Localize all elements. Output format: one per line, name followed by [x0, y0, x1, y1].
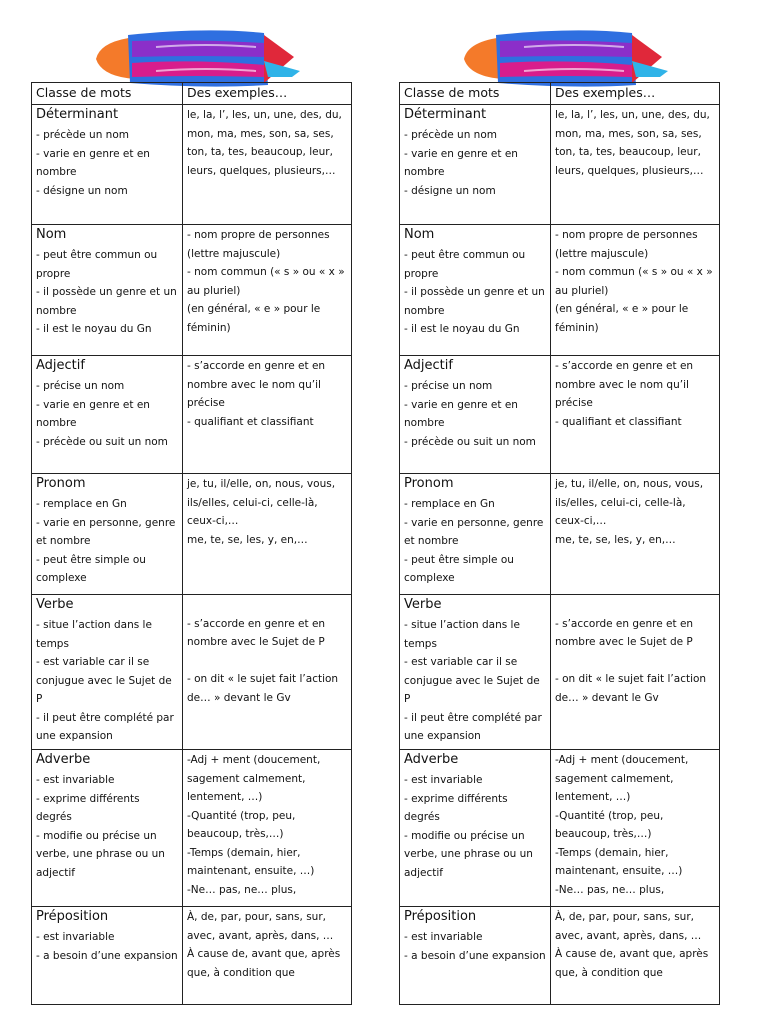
table-row [32, 356, 352, 474]
class-properties: - remplace en Gn - varie en personne, genre et nombre - peut être simple ou complexe [36, 498, 176, 584]
class-examples: -Adj + ment (doucement, sagement calmement, lentement, …) -Quantité (trop, peu, beaucoup, très,…) -Temps (demain, hier, maintenant, ensuite, …) -Ne… pas, ne… plus, [555, 754, 689, 896]
class-name: Pronom [36, 476, 86, 491]
class-properties: - précède un nom - varie en genre et en nombre - désigne un nom [404, 129, 518, 197]
class-properties: - remplace en Gn - varie en personne, genre et nombre - peut être simple ou complexe [404, 498, 544, 584]
class-examples: - s’accorde en genre et en nombre avec le Sujet de P - on dit « le sujet fait l’action de… » devant le Gv [187, 617, 339, 704]
table-row [32, 474, 352, 595]
table-row [400, 750, 720, 907]
table-row [400, 225, 720, 356]
pencil-decoration [96, 27, 306, 87]
class-properties: - précise un nom - varie en genre et en nombre - précède ou suit un nom [404, 380, 536, 448]
class-name: Adjectif [404, 358, 453, 373]
class-properties: - précède un nom - varie en genre et en nombre - désigne un nom [36, 129, 150, 197]
class-name: Nom [404, 227, 435, 242]
table-row [32, 595, 352, 750]
class-name: Adverbe [404, 752, 459, 767]
header-examples: Des exemples… [183, 83, 352, 105]
class-name: Nom [36, 227, 67, 242]
table-row [400, 474, 720, 595]
class-properties: - situe l’action dans le temps - est variable car il se conjugue avec le Sujet de P - il peut être complété par une expansion [36, 619, 174, 742]
class-name: Verbe [404, 597, 442, 612]
class-name: Adverbe [36, 752, 91, 767]
table-row [400, 105, 720, 225]
class-examples: À, de, par, pour, sans, sur, avec, avant, après, dans, … À cause de, avant que, après que, à condition que [555, 911, 709, 979]
table-row [32, 225, 352, 356]
class-name: Pronom [404, 476, 454, 491]
class-name: Préposition [404, 909, 477, 924]
class-properties: - peut être commun ou propre - il possède un genre et un nombre - il est le noyau du Gn [404, 249, 545, 335]
class-examples: - s’accorde en genre et en nombre avec le Sujet de P - on dit « le sujet fait l’action de… » devant le Gv [555, 617, 707, 704]
class-properties: - est invariable - exprime différents degrés - modifie ou précise un verbe, une phrase ou un adjectif [36, 774, 165, 879]
class-properties: - est invariable - a besoin d’une expansion [36, 931, 178, 962]
class-properties: - peut être commun ou propre - il possède un genre et un nombre - il est le noyau du Gn [36, 249, 177, 335]
class-examples: - nom propre de personnes (lettre majuscule) - nom commun (« s » ou « x » au pluriel) (en général, « e » pour le féminin) [555, 229, 713, 334]
table-row [32, 105, 352, 225]
table-row [32, 907, 352, 1005]
class-examples: je, tu, il/elle, on, nous, vous, ils/elles, celui-ci, celle-là, ceux-ci,… me, te, se, les, y, en,… [187, 478, 336, 546]
class-examples: le, la, l’, les, un, une, des, du, mon, ma, mes, son, sa, ses, ton, ta, tes, beaucoup, leur, leurs, quelques, plusieurs,… [187, 109, 342, 177]
class-properties: - est invariable - a besoin d’une expansion [404, 931, 546, 962]
header-examples: Des exemples… [551, 83, 720, 105]
class-properties: - est invariable - exprime différents degrés - modifie ou précise un verbe, une phrase ou un adjectif [404, 774, 533, 879]
class-name: Verbe [36, 597, 74, 612]
class-properties: - situe l’action dans le temps - est variable car il se conjugue avec le Sujet de P - il peut être complété par une expansion [404, 619, 542, 742]
class-name: Déterminant [36, 107, 119, 122]
header-class: Classe de mots [32, 83, 183, 105]
class-name: Déterminant [404, 107, 487, 122]
class-name: Préposition [36, 909, 109, 924]
word-class-table [31, 82, 352, 1005]
pencil-decoration [464, 27, 674, 87]
class-name: Adjectif [36, 358, 85, 373]
class-examples: - s’accorde en genre et en nombre avec le nom qu’il précise - qualifiant et classifiant [187, 360, 326, 428]
class-properties: - précise un nom - varie en genre et en nombre - précède ou suit un nom [36, 380, 168, 448]
class-examples: - nom propre de personnes (lettre majuscule) - nom commun (« s » ou « x » au pluriel) (en général, « e » pour le féminin) [187, 229, 345, 334]
class-examples: je, tu, il/elle, on, nous, vous, ils/elles, celui-ci, celle-là, ceux-ci,… me, te, se, les, y, en,… [555, 478, 704, 546]
class-examples: - s’accorde en genre et en nombre avec le nom qu’il précise - qualifiant et classifiant [555, 360, 694, 428]
table-row [400, 356, 720, 474]
class-examples: -Adj + ment (doucement, sagement calmement, lentement, …) -Quantité (trop, peu, beaucoup, très,…) -Temps (demain, hier, maintenant, ensuite, …) -Ne… pas, ne… plus, [187, 754, 321, 896]
word-class-table [399, 82, 720, 1005]
table-row [400, 907, 720, 1005]
table-header [400, 83, 720, 105]
table-header [32, 83, 352, 105]
class-examples: le, la, l’, les, un, une, des, du, mon, ma, mes, son, sa, ses, ton, ta, tes, beaucoup, leur, leurs, quelques, plusieurs,… [555, 109, 710, 177]
table-row [32, 750, 352, 907]
table-row [400, 595, 720, 750]
header-class: Classe de mots [400, 83, 551, 105]
class-examples: À, de, par, pour, sans, sur, avec, avant, après, dans, … À cause de, avant que, après que, à condition que [187, 911, 341, 979]
